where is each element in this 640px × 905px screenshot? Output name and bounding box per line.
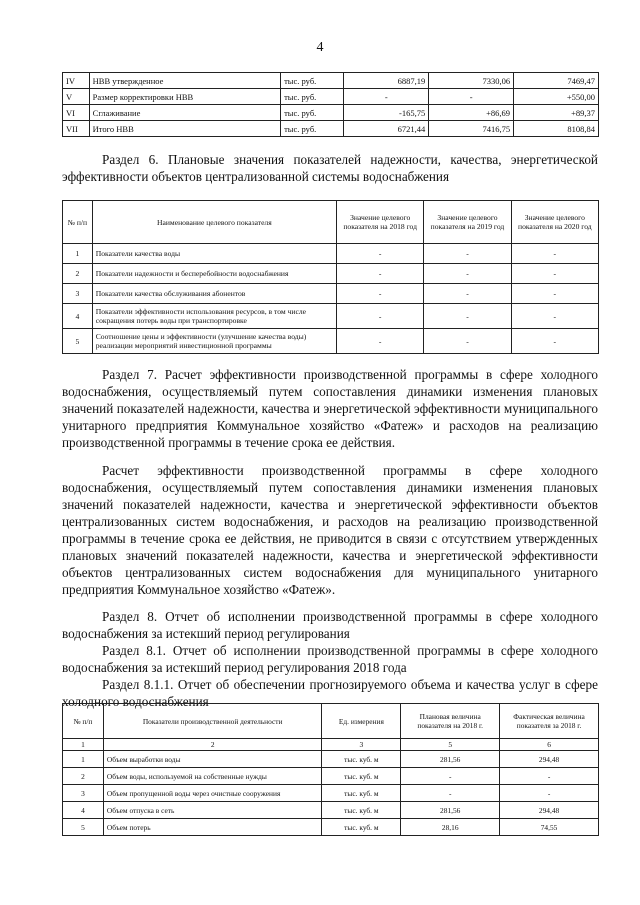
table-row (63, 264, 599, 284)
volumes-table (62, 703, 599, 836)
table-row (63, 244, 599, 264)
col-header-fact: Фактическая величина показателя за 2018 г. (500, 704, 599, 739)
row-index: 2 (63, 768, 104, 785)
col-header-2020: Значение целевого показателя на 2020 год (511, 201, 598, 244)
value-2018: - (344, 89, 429, 105)
row-index: 2 (63, 264, 93, 284)
col-index: 2 (103, 739, 322, 751)
row-index: 3 (63, 284, 93, 304)
col-header-num: № п/п (63, 201, 93, 244)
value-2018: - (337, 264, 424, 284)
col-index: 5 (401, 739, 500, 751)
section-8-heading: Раздел 8. Отчет об исполнении производственной программы в сфере холодного водоснабжения за истекший период регулирования (62, 609, 598, 641)
table-row (63, 73, 599, 89)
row-index: 1 (63, 244, 93, 264)
row-index: IV (63, 73, 90, 89)
section-8-1-heading: Раздел 8.1. Отчет об исполнении производственной программы в сфере холодного водоснабжения за истекший период регулирования 2018 года (62, 643, 598, 675)
row-unit: тыс. руб. (281, 105, 344, 121)
value-2019: - (424, 244, 511, 264)
section-7-heading: Раздел 7. Расчет эффективности производственной программы в сфере холодного водоснабжения, осуществляемый путем сопоставления динамики изменения плановых значений показателей надежности, качества и энергетической эффективности муниципального унитарного предприятия Коммунальное хозяйство «Фатеж» и расходов на реализацию производственной программы в течение срока ее действия. (62, 367, 598, 450)
value-2019: 7330,06 (429, 73, 514, 89)
row-label: Объем выработки воды (103, 751, 322, 768)
plan-value: - (401, 785, 500, 802)
value-2018: - (337, 329, 424, 354)
row-label: Показатели качества воды (92, 244, 336, 264)
value-2018: -165,75 (344, 105, 429, 121)
value-2019: - (424, 264, 511, 284)
value-2019: - (429, 89, 514, 105)
row-label: Сглаживание (89, 105, 280, 121)
value-2020: - (511, 244, 598, 264)
plan-value: 281,56 (401, 751, 500, 768)
row-label: Объем воды, используемой на собственные нужды (103, 768, 322, 785)
row-unit: тыс. куб. м (322, 751, 401, 768)
table-header-row (63, 201, 599, 244)
value-2019: 7416,75 (429, 121, 514, 137)
value-2020: - (511, 264, 598, 284)
row-unit: тыс. куб. м (322, 768, 401, 785)
section-6-heading: Раздел 6. Плановые значения показателей надежности, качества, энергетической эффективности объектов централизованной системы водоснабжения (62, 152, 598, 184)
value-2019: - (424, 284, 511, 304)
row-unit: тыс. куб. м (322, 819, 401, 836)
fact-value: 294,48 (500, 802, 599, 819)
row-label: Показатели качества обслуживания абонентов (92, 284, 336, 304)
row-index: 1 (63, 751, 104, 768)
table-row (63, 819, 599, 836)
row-label: Итого НВВ (89, 121, 280, 137)
row-index: 4 (63, 304, 93, 329)
value-2020: 8108,84 (514, 121, 599, 137)
row-label: Объем потерь (103, 819, 322, 836)
row-index: 5 (63, 329, 93, 354)
table-row (63, 304, 599, 329)
fact-value: 74,55 (500, 819, 599, 836)
row-label: Показатели надежности и бесперебойности водоснабжения (92, 264, 336, 284)
row-unit: тыс. руб. (281, 73, 344, 89)
value-2020: +550,00 (514, 89, 599, 105)
row-index: 4 (63, 802, 104, 819)
col-header-name: Наименование целевого показателя (92, 201, 336, 244)
section-7-body: Расчет эффективности производственной программы в сфере холодного водоснабжения, осуществляемый путем сопоставления динамики изменения плановых значений показателей надежности, качества и энергетической эффективности объектов централизованных систем водоснабжения, и расходов на реализацию производственной программы в течение срока ее действия, не приводится в связи с отсутствием утвержденных плановых значений показателей надежности, качества и энергетической эффективности объектов централизованных систем водоснабжения для муниципального унитарного предприятия Коммунальное хозяйство «Фатеж». (62, 463, 598, 597)
col-header-2018: Значение целевого показателя на 2018 год (337, 201, 424, 244)
value-2019: +86,69 (429, 105, 514, 121)
table-row (63, 89, 599, 105)
value-2018: - (337, 304, 424, 329)
table-header-row (63, 704, 599, 739)
row-label: Показатели эффективности использования ресурсов, в том числе сокращения потерь воды при транспортировке (92, 304, 336, 329)
indicators-table (62, 200, 599, 354)
table-row (63, 785, 599, 802)
value-2020: 7469,47 (514, 73, 599, 89)
row-index: 5 (63, 819, 104, 836)
table-row (63, 768, 599, 785)
col-index: 3 (322, 739, 401, 751)
section-8-1-1-heading: Раздел 8.1.1. Отчет об обеспечении прогнозируемого объема и качества услуг в сфере холодного водоснабжения (62, 677, 598, 709)
value-2018: - (337, 284, 424, 304)
value-2020: +89,37 (514, 105, 599, 121)
row-label: НВВ утвержденное (89, 73, 280, 89)
col-header-indicator: Показатели производственной деятельности (103, 704, 322, 739)
row-unit: тыс. руб. (281, 121, 344, 137)
table-row (63, 329, 599, 354)
fact-value: 294,48 (500, 751, 599, 768)
page-number: 4 (316, 40, 324, 55)
col-header-plan: Плановая величина показателя на 2018 г. (401, 704, 500, 739)
row-unit: тыс. куб. м (322, 785, 401, 802)
table-row (63, 121, 599, 137)
fact-value: - (500, 785, 599, 802)
table-row (63, 284, 599, 304)
value-2020: - (511, 304, 598, 329)
row-label: Объем пропущенной воды через очистные сооружения (103, 785, 322, 802)
fact-value: - (500, 768, 599, 785)
table-row (63, 802, 599, 819)
row-label: Соотношение цены и эффективности (улучшение качества воды) реализации мероприятий инвестиционной программы (92, 329, 336, 354)
col-header-unit: Ед. измерения (322, 704, 401, 739)
value-2019: - (424, 304, 511, 329)
value-2018: 6887,19 (344, 73, 429, 89)
row-index: VI (63, 105, 90, 121)
column-index-row (63, 739, 599, 751)
nvv-table (62, 72, 599, 137)
row-index: 3 (63, 785, 104, 802)
row-unit: тыс. куб. м (322, 802, 401, 819)
col-header-num: № п/п (63, 704, 104, 739)
value-2019: - (424, 329, 511, 354)
plan-value: 281,56 (401, 802, 500, 819)
plan-value: 28,16 (401, 819, 500, 836)
row-index: VII (63, 121, 90, 137)
row-label: Объем отпуска в сеть (103, 802, 322, 819)
row-label: Размер корректировки НВВ (89, 89, 280, 105)
table-row (63, 105, 599, 121)
col-index: 6 (500, 739, 599, 751)
value-2020: - (511, 284, 598, 304)
col-index: 1 (63, 739, 104, 751)
value-2018: - (337, 244, 424, 264)
table-row (63, 751, 599, 768)
row-index: V (63, 89, 90, 105)
row-unit: тыс. руб. (281, 89, 344, 105)
col-header-2019: Значение целевого показателя на 2019 год (424, 201, 511, 244)
value-2018: 6721,44 (344, 121, 429, 137)
plan-value: - (401, 768, 500, 785)
value-2020: - (511, 329, 598, 354)
